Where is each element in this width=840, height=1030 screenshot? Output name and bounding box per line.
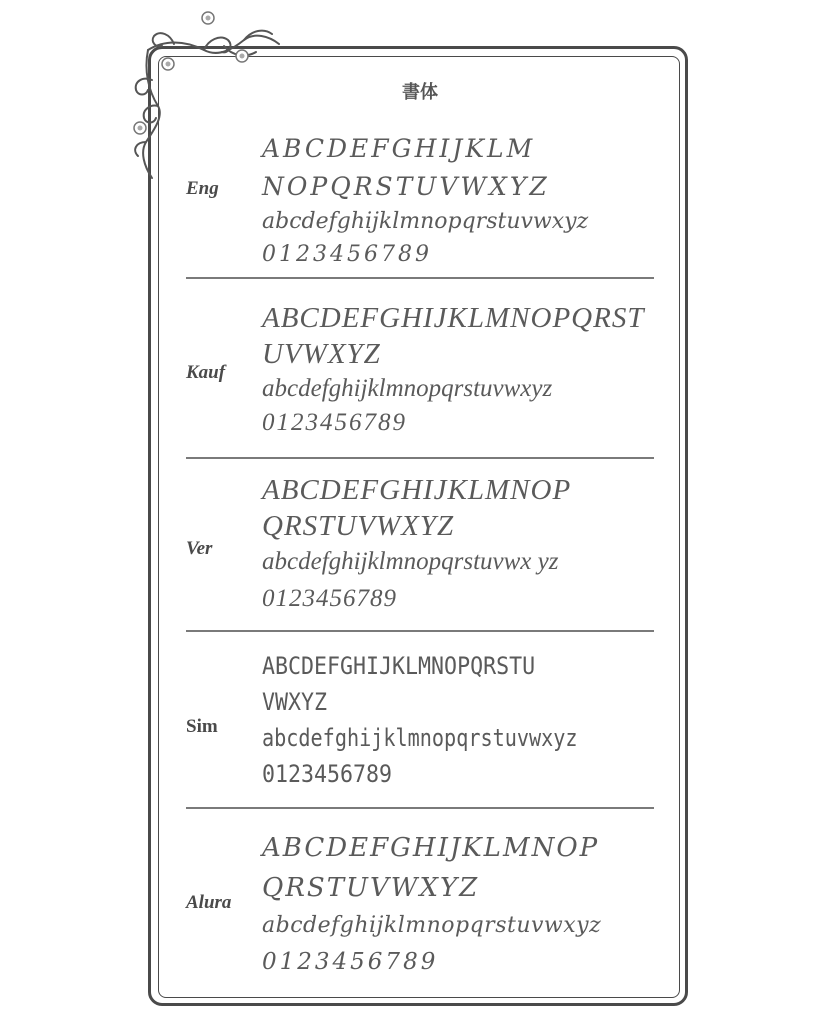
font-sample <box>262 828 662 980</box>
digits-line: 0123456789 <box>262 409 407 436</box>
uppercase-line-2: UVWXYZ <box>262 338 381 370</box>
uppercase-line-2: VWXYZ <box>262 688 328 716</box>
font-sample <box>262 472 662 618</box>
font-label: Kauf <box>186 362 226 383</box>
uppercase-line-2: NOPQRSTUVWXYZ <box>262 172 550 201</box>
section-divider <box>186 457 654 459</box>
font-sample <box>262 300 662 440</box>
font-section-alura <box>186 828 654 978</box>
lowercase-line: abcdefghijklmnopqrstuvwxyz <box>262 724 578 752</box>
section-divider <box>186 277 654 279</box>
font-sample <box>262 648 662 792</box>
uppercase-line-1: ABCDEFGHIJKLMNOPQRST <box>262 302 645 334</box>
font-section-eng <box>186 130 654 270</box>
font-sample <box>262 130 662 272</box>
section-divider <box>186 630 654 632</box>
lowercase-line: abcdefghijklmnopqrstuvwxyz <box>262 913 602 938</box>
font-section-sim <box>186 648 654 798</box>
digits-line: 0123456789 <box>262 242 432 267</box>
uppercase-line-1: ABCDEFGHIJKLMNOP <box>262 474 572 506</box>
uppercase-line-2: QRSTUVWXYZ <box>262 510 455 542</box>
digits-line: 0123456789 <box>262 585 397 612</box>
font-label: Alura <box>186 892 232 913</box>
font-section-kauf <box>186 300 654 445</box>
uppercase-line-1: ABCDEFGHIJKLM <box>262 134 536 163</box>
lowercase-line: abcdefghijklmnopqrstuvwxyz <box>262 209 589 234</box>
digits-line: 0123456789 <box>262 949 439 975</box>
digits-line: 0123456789 <box>262 760 393 788</box>
uppercase-line-1: ABCDEFGHIJKLMNOP <box>262 833 600 863</box>
font-label: Ver <box>186 538 213 559</box>
font-section-ver <box>186 472 654 622</box>
uppercase-line-1: ABCDEFGHIJKLMNOPQRSTU <box>262 652 536 680</box>
font-label: Sim <box>186 716 218 737</box>
lowercase-line: abcdefghijklmnopqrstuvwx yz <box>262 548 559 575</box>
font-label: Eng <box>186 178 219 199</box>
uppercase-line-2: QRSTUVWXYZ <box>262 873 480 903</box>
lowercase-line: abcdefghijklmnopqrstuvwxyz <box>262 375 553 402</box>
section-divider <box>186 807 654 809</box>
page-title: 書体 <box>402 82 438 103</box>
